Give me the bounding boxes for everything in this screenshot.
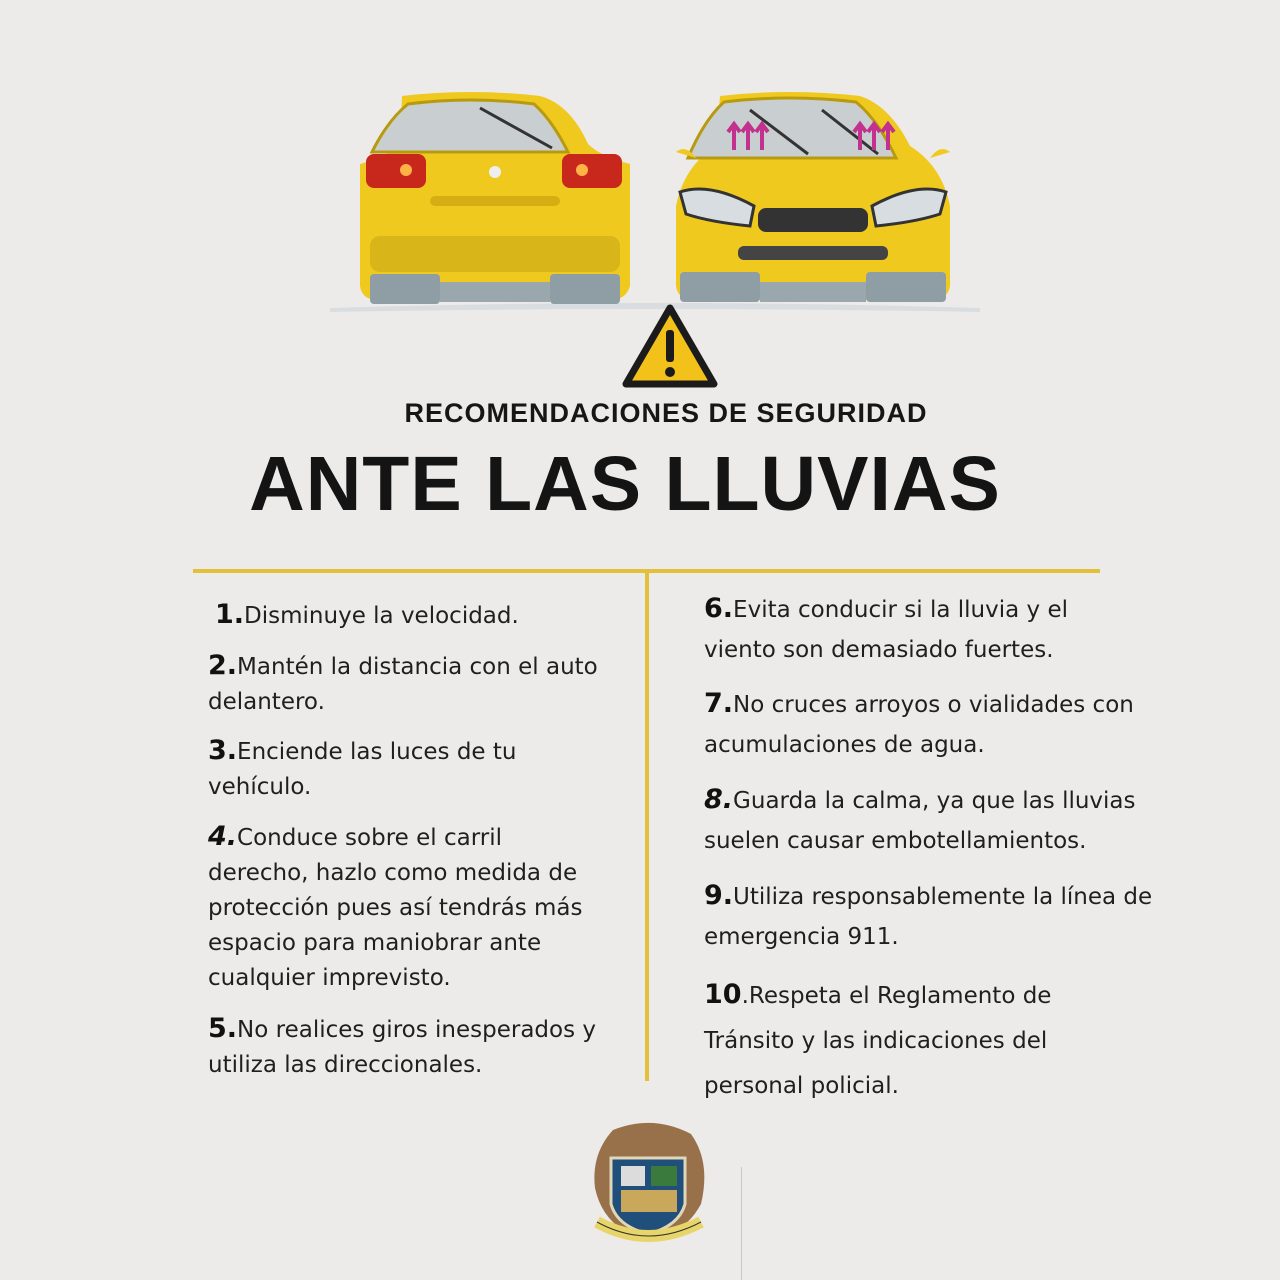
tip-number: 6. [704, 593, 734, 624]
front-car [676, 92, 950, 302]
tip-text: No cruces arroyos o vialidades con acumulaciones de agua. [704, 692, 1134, 758]
tip-8 [704, 780, 1164, 861]
tip-2 [208, 648, 628, 720]
vertical-divider [645, 573, 649, 1081]
tip-4 [208, 819, 608, 996]
tip-number: 10 [704, 979, 742, 1010]
tip-1 [215, 597, 635, 634]
tip-number: 1. [215, 599, 245, 630]
tip-text: Disminuye la velocidad. [244, 603, 519, 629]
warning-triangle-icon [622, 304, 718, 388]
tip-number: 7. [704, 688, 734, 719]
subtitle: RECOMENDACIONES DE SEGURIDAD [404, 398, 928, 428]
tip-5 [208, 1011, 608, 1083]
tip-number: 9. [704, 880, 734, 911]
tip-6 [704, 589, 1094, 670]
rear-car [360, 92, 630, 304]
tip-7 [704, 684, 1164, 765]
tip-3 [208, 733, 538, 805]
tip-text: Evita conducir si la lluvia y el viento son demasiado fuertes. [704, 597, 1068, 663]
cars-in-rain-illustration [330, 86, 980, 318]
tip-number: 2. [208, 650, 238, 681]
footer-separator [741, 1167, 742, 1280]
tip-text: Utiliza responsablemente la línea de emergencia 911. [704, 884, 1153, 950]
municipal-seal-icon [583, 1118, 713, 1250]
tip-text: No realices giros inesperados y utiliza las direccionales. [208, 1017, 596, 1078]
tip-number: 3. [208, 735, 238, 766]
tip-text: Guarda la calma, ya que las lluvias suelen causar embotellamientos. [704, 788, 1136, 854]
tip-number: 5. [208, 1013, 238, 1044]
tip-10 [704, 972, 1104, 1109]
tip-9 [704, 876, 1154, 957]
tip-number: 4. [208, 821, 238, 852]
tip-text: Conduce sobre el carril derecho, hazlo como medida de protección pues así tendrás más espacio para maniobrar ante cualquier imprevisto. [208, 825, 583, 991]
tip-text: Enciende las luces de tu vehículo. [208, 739, 517, 800]
tip-text: Mantén la distancia con el auto delantero. [208, 654, 598, 715]
tip-number: 8. [704, 784, 734, 815]
tip-text: .Respeta el Reglamento de Tránsito y las indicaciones del personal policial. [704, 983, 1052, 1099]
page-title: ANTE LAS LLUVIAS [249, 441, 1001, 527]
